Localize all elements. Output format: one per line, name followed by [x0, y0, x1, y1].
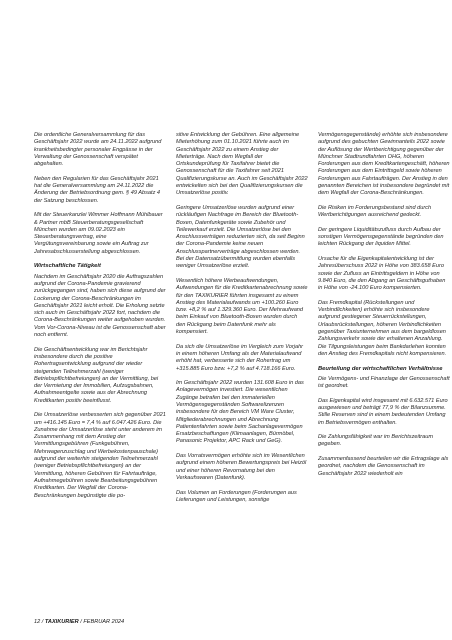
issue-date: / FEBRUAR 2024	[78, 619, 125, 625]
paragraph: Die ordentliche Generalversammlung für das Geschäftsjahr 2022 wurde am 24.11.2022 aufgrund krankheitsbedingter personaler Engpässe in der Verwaltung der Genossenschaft verspätet abgehalten.	[34, 132, 162, 168]
section-heading: Wirtschaftliche Tätigkeit	[34, 263, 101, 270]
paragraph: Die Geschäftsentwicklung war im Berichtsjahr insbesondere durch die positive Rohertragsentwicklung aufgrund der wieder steigenden Teilnehmerzahl (weniger Betriebspflichtbefreiungen) an der Vermittlung, bei der Vermietung der Immobilien, Aufzugsbahnen, Aufnahmeentgelte sowie aus der Abrechnung Kreditkarten positiv beeinflusst.	[34, 346, 159, 404]
paragraph: Neben den Regularien für das Geschäftsjahr 2021 hat die Generalversammlung am 24.11.2022 die Änderung der Betriebsordnung gem. § 49 Absatz 4 der Satzung beschlossen.	[34, 175, 161, 204]
paragraph: Das Fremdkapital (Rückstellungen und Verbindlichkeiten) erhöhte sich insbesondere aufgrund gestiegener Steuerrückstellungen, Urlaubsrückstellungen, höheren Verbindlichkeiten gegenüber Taxiunternehmen aus dem bargeldlosen Zahlungsverkehr sowie der erhaltenen Anzahlung. Die Tilgungsleistungen beim Bankdarlehen konnten den Anstieg des Fremdkapitals nicht kompensieren.	[318, 299, 447, 357]
paragraph: Vermögensgegenstände) erhöhte sich insbesondere aufgrund des gebuchten Gewinnanteils 2022 sowie der Auflösung der Wertberichtigung gegenüber der Münchner Stadtrundfahrten OHG, höheren Forderungen aus dem Kreditkartengeschäft, höheren Forderungen aus dem Eintrittsgeld sowie höheren Forderungen aus Fahrtaufträgen. Der Anstieg in den genannten Bereichen ist insbesondere begründet mit dem Wegfall der Corona-Beschränkungen.	[318, 132, 450, 197]
text-column-2	[176, 132, 308, 511]
paragraph: Die Risiken im Forderungsbestand sind durch Wertberichtigungen ausreichend gedeckt.	[318, 204, 432, 219]
text-column-1	[34, 132, 166, 507]
paragraph: Im Geschäftsjahr 2022 wurden 131.608 Euro in das Anlagevermögen investiert. Die wesentlichen Zugänge betrafen bei den immateriellen Vermögensgegenständen Softwarelizenzen insbesondere für den Bereich VM Ware Cluster, Mitgliederabrechnungen und Abrechnung Patientenfahrten sowie beim Sachanlagevermögen Ersatzbeschaffungen (Klimaanlagen, Bürmöbel, Panasonic Projektor, APC Rack und GeG).	[176, 380, 304, 445]
paragraph: Ursache für die Eigenkapitalentwicklung ist der Jahresüberschuss 2022 in Höhe von 383.658 Euro sowie der Zufluss an Eintrittsgeldern in Höhe von 9.840 Euro, die den Abgang an Geschäftsguthaben in Höhe von -24.100 Euro kompensierten.	[318, 256, 446, 292]
paragraph: Der geringere Liquiditätszufluss durch Aufbau der sonstigen Vermögensgegenstände begründen den leichten Rückgang der liquiden Mittel.	[318, 226, 444, 248]
paragraph: sitive Entwicklung der Gebühren. Eine allgemeine Mieterhöhung zum 01.10.2021 führte auch im Geschäftsjahr 2022 zu einem Anstieg der Mieterträge. Nach dem Wegfall der Ortskundeprüfung für Taxifahrer bietet die Genossenschaft für die Taxifahrer seit 2021 Qualifizierungskurse an. Auch im Geschäftsjahr 2022 entwickelten sich bei den Qualifizierungskursen die Umsatzerlöse positiv.	[176, 132, 308, 197]
paragraph: Wesentlich höhere Werbeaufwendungen, Aufwendungen für die Kreditkartenabrechnung sowie für den TAXIKURIER führten insgesamt zu einem Anstieg des Materialaufwands um +100.260 Euro bzw. +8,2 % auf 1.329.360 Euro. Der Mehraufwand beim Einkauf von Bluetooth-Boxen wurden durch den Rückgang beim Datenfunk mehr als kompensiert.	[176, 277, 308, 336]
paragraph: Das Eigenkapital wird insgesamt mit 6.632.571 Euro ausgewiesen und beträgt 77,9 % der Bilanzsumme. Stille Reserven sind in einem bedeutenden Umfang im Betriebsvermögen enthalten.	[318, 397, 448, 426]
magazine-brand: TAXIKURIER	[44, 619, 79, 625]
section-heading: Beurteilung der wirtschaftlichen Verhältnisse	[318, 365, 443, 372]
paragraph: Mit der Steuerkanzlei Wimmer Hoffmann Mühlbauer & Partner mbB Steuerberatungsgesellschaft München wurden am 09.02.2023 ein Steuerberatungsvertrag, eine Vergütungsvereinbarung sowie ein Auftrag zur Jahresabschlusserstellung abgeschlossen.	[34, 212, 163, 255]
paragraph: Da sich die Umsatzerlöse im Vergleich zum Vorjahr in einem höheren Umfang als der Materialaufwand erhöht hat, verbesserte sich der Rohertrag um +315.885 Euro bzw. +7,2 % auf 4.718.166 Euro.	[176, 343, 304, 372]
page-footer	[34, 619, 124, 625]
paragraph: Geringere Umsatzerlöse wurden aufgrund einer rückläufigen Nachfrage im Bereich der Bluetooth-Boxen, Datenfunkgeräte sowie Zubehör und Teilewerkauf erzielt. Die Umsatzerlöse bei den Anschlussverträgen reduzierten sich, da seit Beginn der Corona-Pandemie keine neuen Anschlusspartnerverträge abgeschlossen werden. Bei der Datensatzübermittlung wurden ebenfalls weniger Umsatzerlöse erzielt.	[176, 204, 305, 270]
paragraph: Die Umsatzerlöse verbesserten sich gegenüber 2021 um +416.145 Euro = 7,4 % auf 6.047.426 Euro. Die Zunahme der Umsatzerlöse steht unter anderem im Zusammenhang mit dem Anstieg der Vermittlungsgebühren (Funkgebühren, Mehrwagenzuschlag und Werbekostenpauschale) aufgrund der weiterhin steigenden Teilnehmerzahl (weniger Betriebspflichtbefreiungen) an der Vermittlung, höheren Gebühren für Fahrtaufträge, Aufnahmegebühren sowie Bearbeitungsgebühren Kreditkarten. Der Wegfall der Corona-Beschränkungen begünstigte die po-	[34, 412, 166, 499]
text-column-3	[318, 132, 450, 485]
footer-separator: /	[40, 619, 45, 625]
paragraph: Das Volumen an Forderungen (Forderungen aus Lieferungen und Leistungen, sonstige	[176, 489, 297, 503]
paragraph: Die Zahlungsfähigkeit war im Berichtszeitraum gegeben.	[318, 434, 434, 448]
paragraph: Zusammenfassend beurteilen wir die Ertragslage als geordnet, nachdem die Genossenschaft im Geschäftsjahr 2022 wiederholt ein	[318, 456, 449, 477]
paragraph: Nachdem im Geschäftsjahr 2020 die Auftragszahlen aufgrund der Corona-Pandemie gravierend zurückgegangen sind, haben sich diese aufgrund der Lockerung der Corona-Beschränkungen im Geschäftsjahr 2021 leicht erholt. Die Erholung setzte sich auch im Geschäftsjahr 2022 fort, nachdem die Corona-Beschränkungen weiter aufgehoben wurden. Vom Vor-Corona-Niveau ist die Genossenschaft aber noch entfernt.	[34, 273, 166, 339]
paragraph: Die Vermögens- und Finanzlage der Genossenschaft ist geordnet.	[318, 375, 450, 390]
page-number: 12	[34, 619, 41, 625]
paragraph: Das Vorratsvermögen erhöhte sich im Wesentlichen aufgrund einem höheren Bewertungspreis bei Heizöl und einer höheren Revornatung bei den Verkaufswaren (Datenfunk).	[176, 453, 307, 481]
